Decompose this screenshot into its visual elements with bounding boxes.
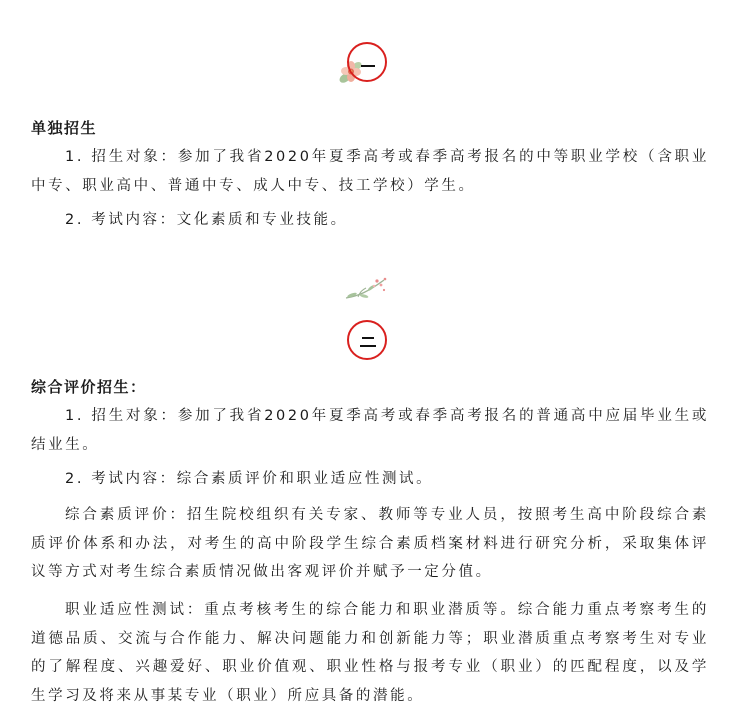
numeral-stroke xyxy=(361,65,375,67)
paragraph: 1. 招生对象：参加了我省2020年夏季高考或春季高考报名的普通高中应届毕业生或结业生。 xyxy=(31,408,709,453)
paragraph: 2. 考试内容：文化素质和专业技能。 xyxy=(65,212,348,228)
section-number-badge xyxy=(347,320,387,360)
branch-decoration-icon xyxy=(344,276,390,304)
numeral-stroke xyxy=(362,337,374,339)
numeral-stroke xyxy=(360,345,376,347)
paragraph: 1. 招生对象：参加了我省2020年夏季高考或春季高考报名的中等职业学校（含职业中专、职业高中、普通中专、成人中专、技工学校）学生。 xyxy=(31,149,709,194)
section-heading: 单独招生 xyxy=(31,119,98,137)
section-number-badge xyxy=(347,42,387,82)
paragraph: 综合素质评价：招生院校组织有关专家、教师等专业人员，按照考生高中阶段综合素质评价体系和办法，对考生的高中阶段学生综合素质档案材料进行研究分析，采取集体评议等方式对考生综合素质情况做出客观评价并赋予一定分值。 xyxy=(31,507,709,580)
paragraph: 2. 考试内容：综合素质评价和职业适应性测试。 xyxy=(65,471,434,487)
section-heading: 综合评价招生： xyxy=(31,378,147,396)
paragraph: 职业适应性测试：重点考核考生的综合能力和职业潜质等。综合能力重点考察考生的道德品质、交流与合作能力、解决问题能力和创新能力等；职业潜质重点考察考生对专业的了解程度、兴趣爱好、职业价值观、职业性格与报考专业（职业）的匹配程度，以及学生学习及将来从事某专业（职业）所应具备的潜能。 xyxy=(31,602,709,704)
